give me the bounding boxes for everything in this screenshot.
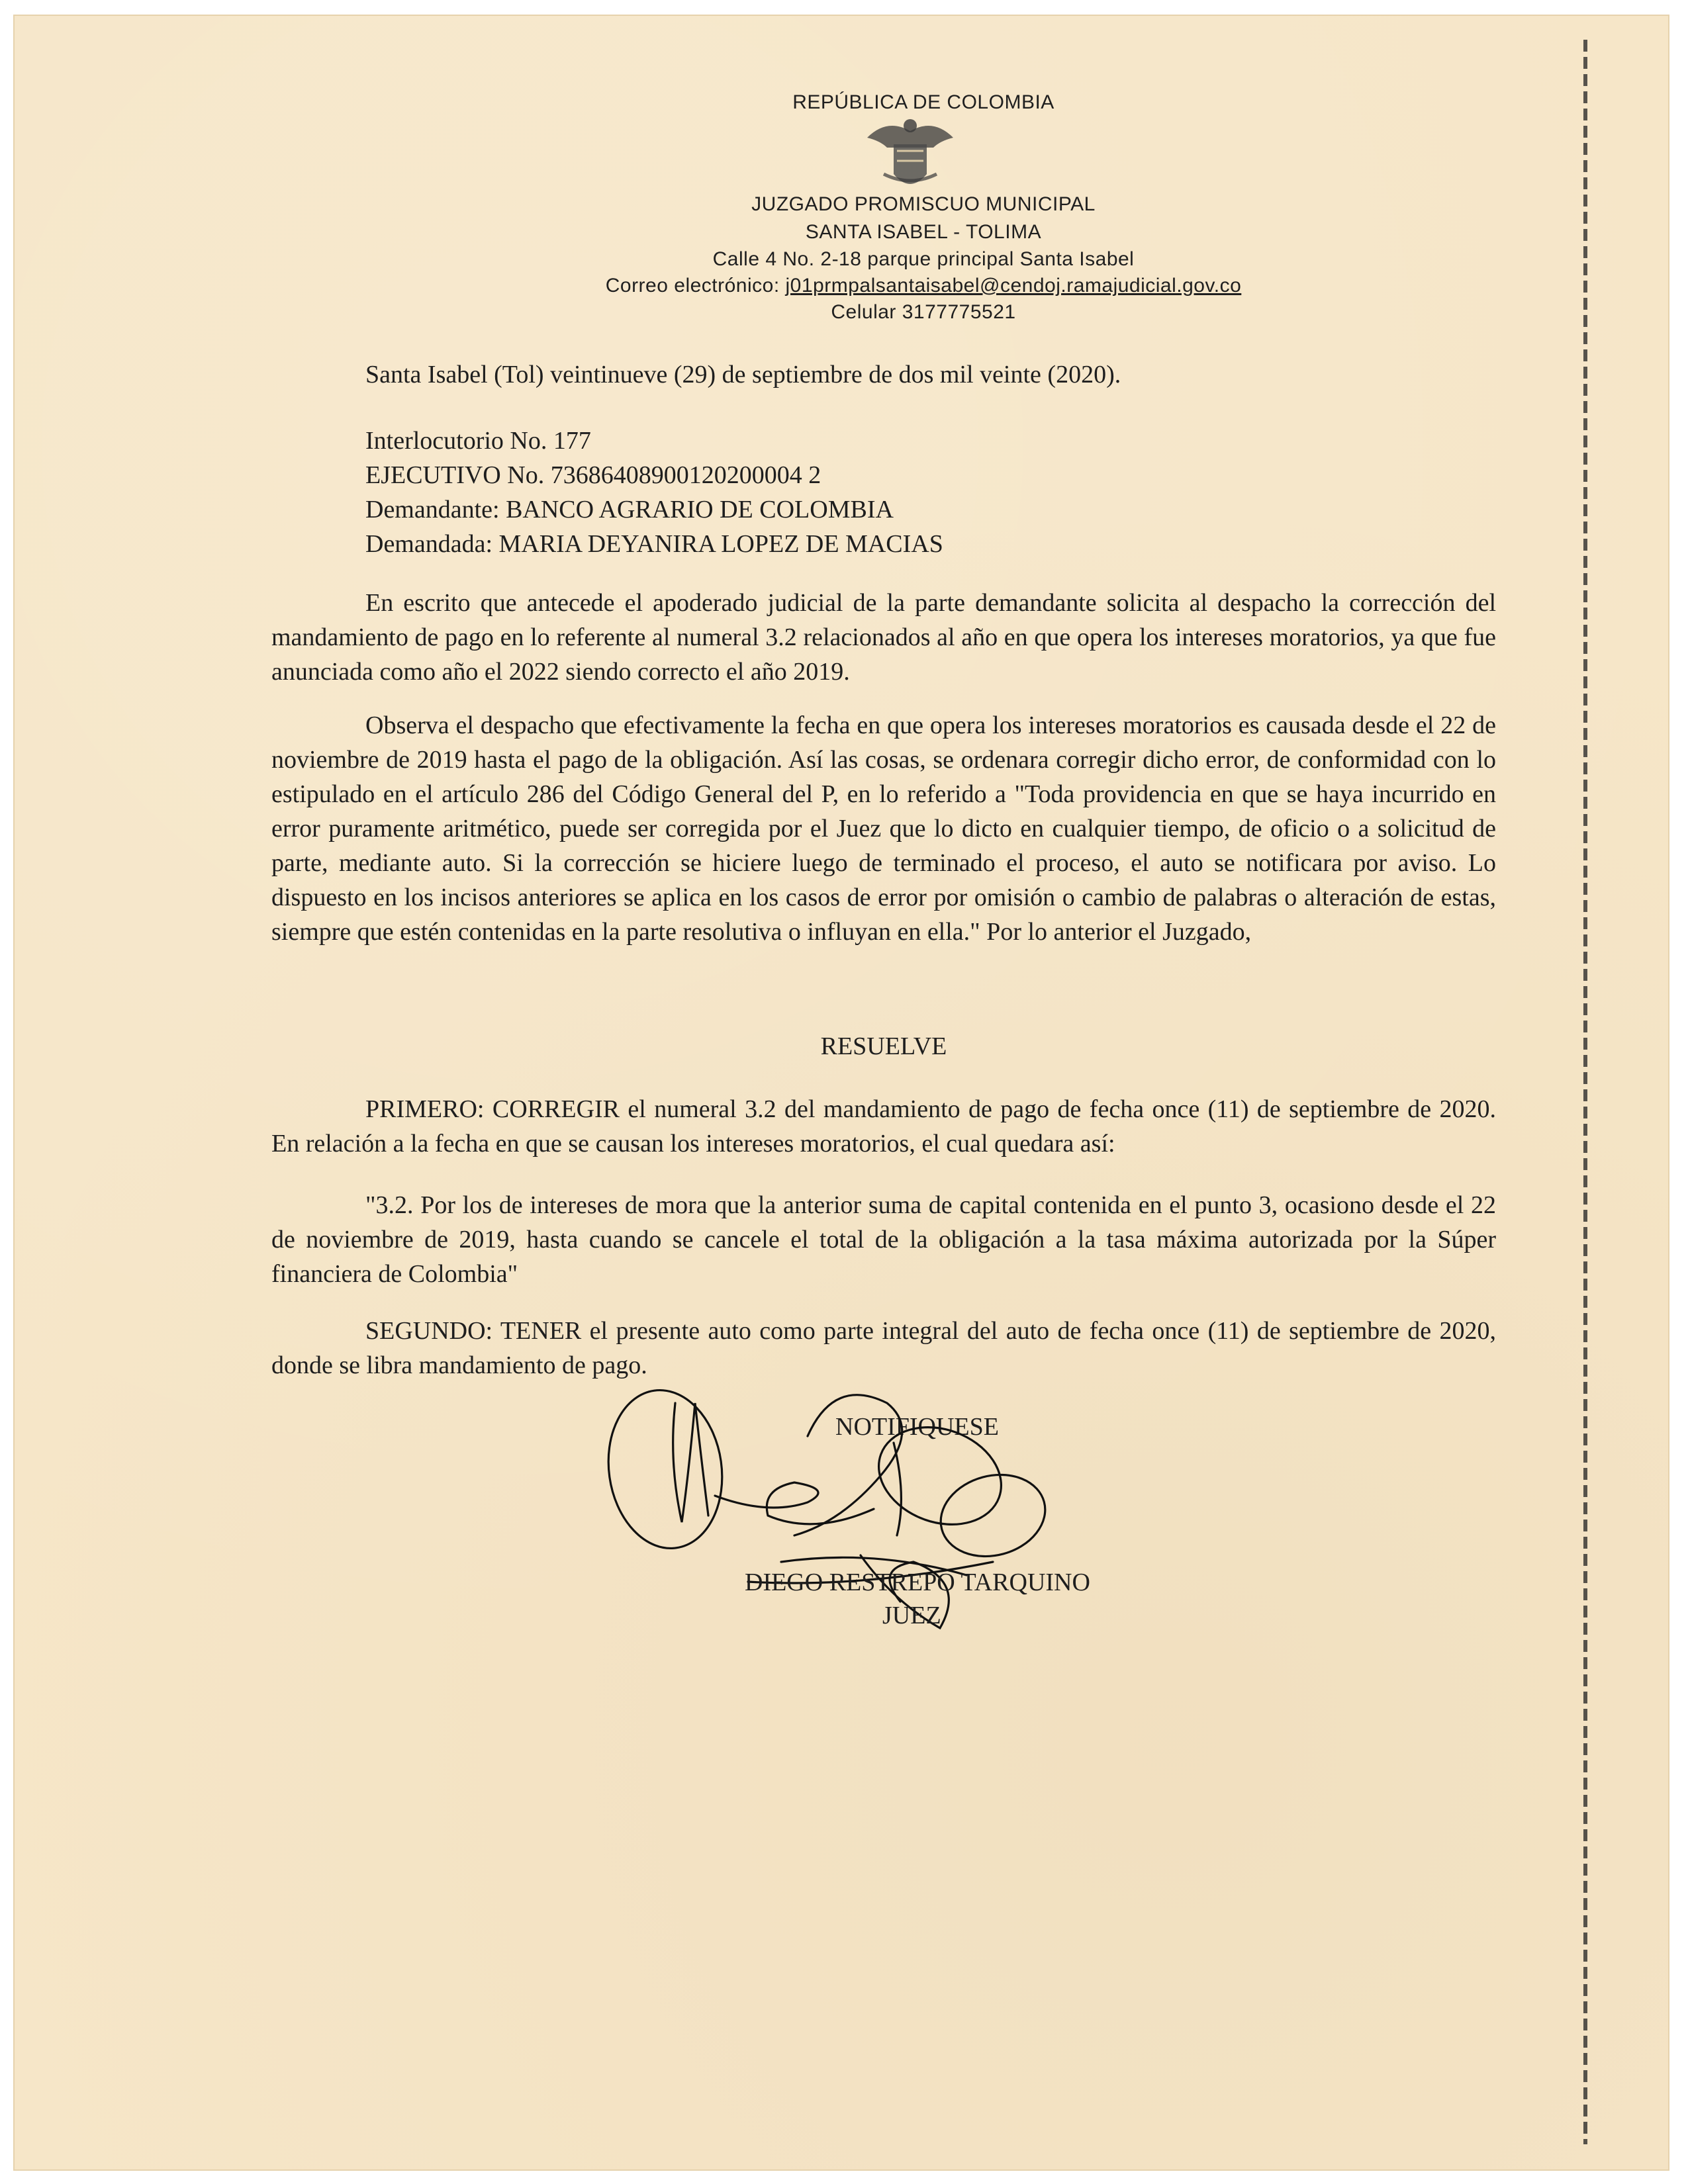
binding-edge — [1583, 40, 1587, 2144]
ejecutivo-number: EJECUTIVO No. 73686408900120200004 2 — [365, 461, 821, 489]
resuelve-heading: RESUELVE — [820, 1032, 947, 1060]
coat-of-arms-icon — [861, 111, 960, 197]
signature-icon — [596, 1363, 1112, 1641]
paragraph-antecedent: En escrito que antecede el apoderado judicial de la parte demandante solicita al despacho la corrección del mandamiento de pago en lo referente al numeral 3.2 relacionados al año en que opera los intereses moratorios, ya que fue anunciada como año el 2022 siendo correcto el año 2019. — [271, 589, 1496, 686]
court-city: SANTA ISABEL - TOLIMA — [805, 221, 1042, 243]
primero-resolution: PRIMERO: CORREGIR el numeral 3.2 del mandamiento de pago de fecha once (11) de septiembre de 2020. En relación a la fecha en que se causan los intereses moratorios, el cual quedara así: — [271, 1095, 1496, 1158]
demandante: Demandante: BANCO AGRARIO DE COLOMBIA — [365, 496, 894, 523]
paragraph-considerations: Observa el despacho que efectivamente la fecha en que opera los intereses moratorios es causada desde el 22 de noviembre de 2019 hasta el pago de la obligación. Así las cosas, se ordenara corregir dicho error, de conformidad con lo estipulado en el artículo 286 del Código General del P, en lo referido a "Toda providencia en que se haya incurrido en error puramente aritmético, puede ser corregida por el Juez que lo dicto en cualquier tiempo, de oficio o a solicitud de parte, mediante auto. Si la corrección se hiciere luego de terminado el proceso, el auto se notificara por aviso. Lo dispuesto en los incisos anteriores se aplica en los casos de error por omisión o cambio de palabras o alteración de estas, siempre que estén contenidas en la parte resolutiva o influyan en ella." Por lo anterior el Juzgado, — [271, 711, 1496, 946]
demandada: Demandada: MARIA DEYANIRA LOPEZ DE MACIAS — [365, 530, 943, 558]
quoted-numeral: "3.2. Por los de intereses de mora que la anterior suma de capital contenida en el punto 3, ocasiono desde el 22 de noviembre de 2019, hasta cuando se cancele el total de la obligación a la tasa máxima autorizada por la Súper financiera de Colombia" — [271, 1191, 1496, 1288]
email-label: Correo electrónico: — [605, 275, 780, 296]
date-line: Santa Isabel (Tol) veintinueve (29) de septiembre de dos mil veinte (2020). — [365, 361, 1121, 388]
case-info — [365, 424, 1557, 561]
segundo-resolution: SEGUNDO: TENER el presente auto como parte integral del auto de fecha once (11) de septiembre de 2020, donde se libra mandamiento de pago. — [271, 1317, 1496, 1379]
republic-heading: REPÚBLICA DE COLOMBIA — [792, 91, 1055, 113]
email-link[interactable]: j01prmpalsantaisabel@cendoj.ramajudicial.gov.co — [785, 275, 1242, 296]
notifiquese: NOTIFIQUESE — [835, 1413, 999, 1441]
court-name: JUZGADO PROMISCUO MUNICIPAL — [751, 193, 1096, 215]
judge-title: JUEZ — [882, 1602, 941, 1629]
interlocutorio-number: Interlocutorio No. 177 — [365, 427, 591, 455]
court-address: Calle 4 No. 2-18 parque principal Santa Isabel — [712, 248, 1135, 270]
court-phone: Celular 3177775521 — [831, 301, 1016, 323]
court-email-line — [0, 275, 1688, 297]
judge-name: DIEGO RESTREPO TARQUINO — [745, 1569, 1090, 1596]
